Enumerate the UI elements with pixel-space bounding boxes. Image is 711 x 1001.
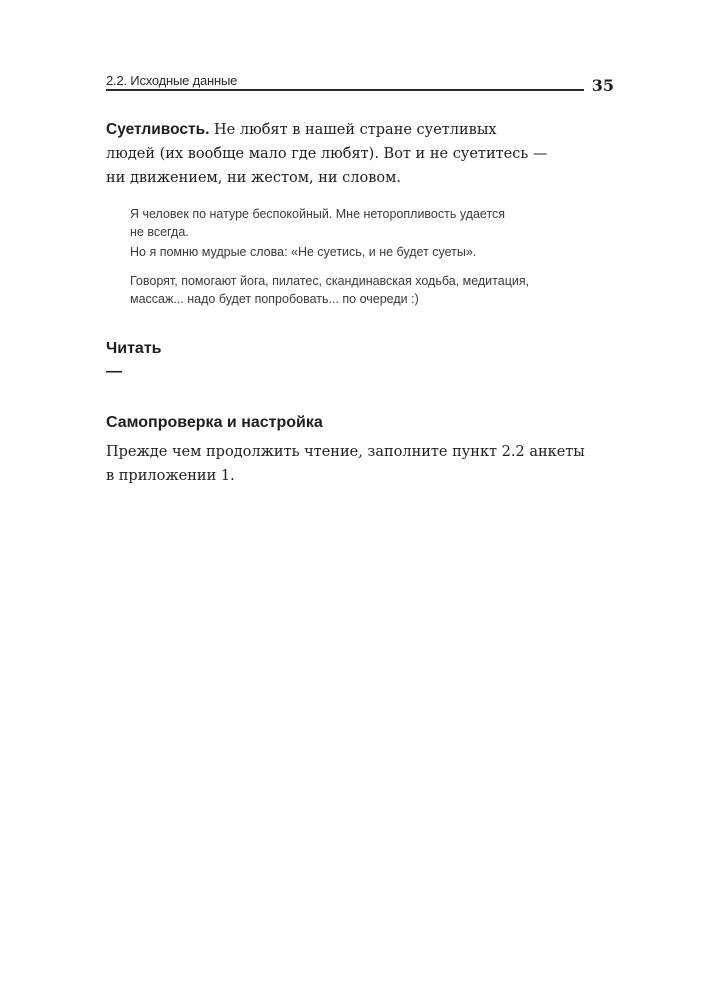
term-fussiness: Суетливость. — [106, 121, 210, 138]
note-line: не всегда. — [130, 225, 189, 239]
paragraph-line: людей (их вообще мало где любят). Вот и не суетитесь — — [106, 146, 548, 162]
author-note — [130, 243, 570, 261]
paragraph-text: Не любят в нашей стране суетливых — [209, 122, 497, 138]
header-rule — [106, 89, 584, 91]
running-header — [106, 72, 614, 96]
note-line: Но я помню мудрые слова: «Не суетись, и не будет суеты». — [130, 245, 477, 259]
note-line: Я человек по натуре беспокойный. Мне неторопливость удается — [130, 207, 506, 221]
note-line: массаж... надо будет попробовать... по очереди :) — [130, 292, 419, 306]
read-empty-dash: — — [106, 363, 122, 380]
paragraph-line: ни движением, ни жестом, ни словом. — [106, 170, 402, 186]
paragraph-line — [106, 118, 576, 142]
paragraph-line: Прежде чем продолжить чтение, заполните пункт 2.2 анкеты — [106, 444, 585, 460]
note-line: Говорят, помогают йога, пилатес, скандинавская ходьба, медитация, — [130, 274, 530, 288]
author-note — [130, 272, 570, 308]
heading-self-check: Самопроверка и настройка — [106, 414, 323, 431]
heading-read: Читать — [106, 340, 162, 357]
paragraph-fussiness — [106, 118, 576, 190]
section-title: 2.2. Исходные данные — [106, 73, 238, 88]
page-number: 35 — [591, 76, 614, 95]
author-note — [130, 205, 570, 241]
paragraph-line: в приложении 1. — [106, 468, 235, 484]
paragraph-self-check — [106, 440, 585, 488]
